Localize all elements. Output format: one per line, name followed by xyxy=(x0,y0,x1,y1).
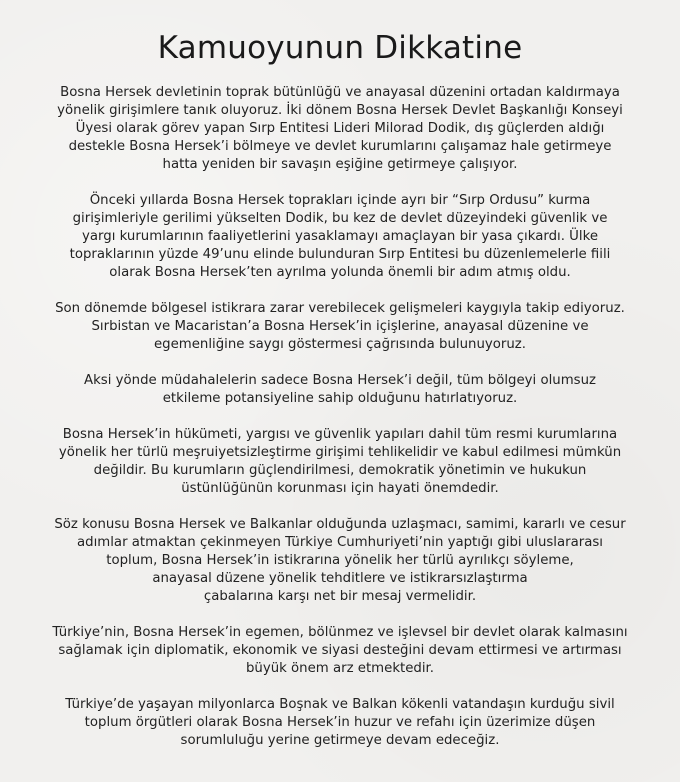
statement-body xyxy=(22,84,658,750)
text-line: sağlamak için diplomatik, ekonomik ve siyasi desteğini devam ettirmesi ve artırması xyxy=(58,643,622,658)
text-line: etkileme potansiyeline sahip olduğunu hatırlatıyoruz. xyxy=(162,391,518,406)
text-line: Bosna Hersek’in hükümeti, yargısı ve güvenlik yapıları dahil tüm resmi kurumlarına xyxy=(62,427,618,442)
paragraph xyxy=(22,84,658,174)
text-line: yargı kurumlarının faaliyetlerini yasaklamayı amaçlayan bir yasa çıkardı. Ülke xyxy=(82,229,598,244)
text-line: sorumluluğu yerine getirmeye devam edeceğiz. xyxy=(180,733,500,748)
text-line: Bosna Hersek devletinin toprak bütünlüğü ve anayasal düzenini ortadan kaldırmaya xyxy=(60,85,620,100)
text-line: üstünlüğünün korunması için hayati önemdedir. xyxy=(181,481,499,496)
text-line: Türkiye’nin, Bosna Hersek’in egemen, bölünmez ve işlevsel bir devlet olarak kalmasını xyxy=(52,625,628,640)
page-title: Kamuoyunun Dikkatine xyxy=(157,30,523,66)
text-line: topraklarının yüzde 49’unu elinde bulunduran Sırp Entitesi bu düzenlemelerle fiili xyxy=(69,247,611,262)
text-line: Üyesi olarak görev yapan Sırp Entitesi Lideri Milorad Dodik, dış güçlerden aldığı xyxy=(75,121,605,136)
text-line: Türkiye’de yaşayan milyonlarca Boşnak ve Balkan kökenli vatandaşın kurduğu sivil xyxy=(65,697,615,712)
text-line: değildir. Bu kurumların güçlendirilmesi, demokratik yönetimin ve hukukun xyxy=(93,463,587,478)
text-line: olarak Bosna Hersek’ten ayrılma yolunda önemli bir adım atmış oldu. xyxy=(109,265,571,280)
text-line: Son dönemde bölgesel istikrara zarar verebilecek gelişmeleri kaygıyla takip ediyoruz. xyxy=(55,301,625,316)
paragraph xyxy=(22,372,658,408)
text-line: egemenliğine saygı göstermesi çağrısında bulunuyoruz. xyxy=(153,337,526,352)
paragraph xyxy=(22,696,658,750)
text-line: hatta yeniden bir savaşın eşiğine getirmeye çalışıyor. xyxy=(162,157,518,172)
text-line: Önceki yıllarda Bosna Hersek toprakları içinde ayrı bir “Sırp Ordusu” kurma xyxy=(89,193,591,208)
text-line: toplum, Bosna Hersek’in istikrarına yönelik her türlü ayrılıkçı söyleme, xyxy=(106,553,574,568)
paragraph xyxy=(22,426,658,498)
text-line: Söz konusu Bosna Hersek ve Balkanlar olduğunda uzlaşmacı, samimi, kararlı ve cesur xyxy=(54,517,626,532)
text-line: yönelik girişimlere tanık oluyoruz. İki dönem Bosna Hersek Devlet Başkanlığı Konseyi xyxy=(57,103,623,118)
paragraph xyxy=(22,516,658,606)
paragraph xyxy=(22,300,658,354)
text-line: anayasal düzene yönelik tehditlere ve istikrarsızlaştırma xyxy=(152,571,528,586)
paragraph xyxy=(22,624,658,678)
paragraph xyxy=(22,192,658,282)
text-line: destekle Bosna Hersek’i bölmeye ve devlet kurumlarını çalışamaz hale getirmeye xyxy=(68,139,612,154)
text-line: yönelik her türlü meşruiyetsizleştirme girişimi tehlikelidir ve kabul edilmesi mümkün xyxy=(58,445,622,460)
text-line: büyük önem arz etmektedir. xyxy=(245,661,435,676)
text-line: Aksi yönde müdahalelerin sadece Bosna Hersek’i değil, tüm bölgeyi olumsuz xyxy=(84,373,596,388)
text-line: adımlar atmaktan çekinmeyen Türkiye Cumhuriyeti’nin yaptığı gibi uluslararası xyxy=(77,535,603,550)
text-line: Sırbistan ve Macaristan’a Bosna Hersek’in içişlerine, anayasal düzenine ve xyxy=(91,319,589,334)
text-line: çabalarına karşı net bir mesaj vermelidir. xyxy=(203,589,477,604)
text-line: girişimleriyle gerilimi yükselten Dodik, bu kez de devlet düzeyindeki güvenlik ve xyxy=(72,211,608,226)
text-line: toplum örgütleri olarak Bosna Hersek’in huzur ve refahı için üzerimize düşen xyxy=(84,715,596,730)
